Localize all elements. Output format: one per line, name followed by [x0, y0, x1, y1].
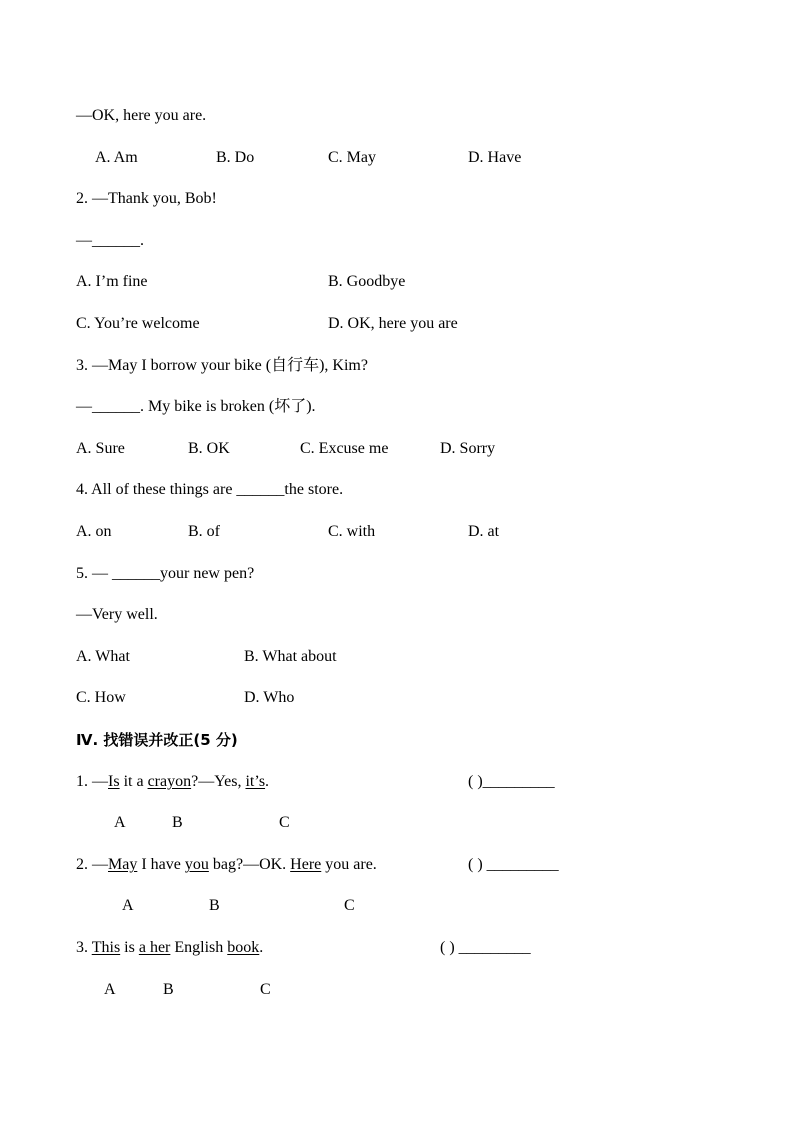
error-item-3-mid1: is — [120, 939, 139, 956]
q4-option-d: D. at — [468, 523, 500, 540]
error-item-1-mid1: it a — [119, 773, 148, 790]
error-item-1-mid2: ?—Yes, — [191, 773, 246, 790]
error-item-2 — [76, 855, 377, 875]
q1-option-c: C. May — [328, 149, 376, 166]
q2-option-a: A. I’m fine — [76, 273, 148, 290]
q3-option-d: D. Sorry — [440, 440, 496, 457]
error-item-3-mid2: English — [170, 939, 228, 956]
q1-answer-line: —OK, here you are. — [76, 107, 207, 124]
error-item-3-part-c: book — [227, 939, 260, 956]
q5-option-d: D. Who — [244, 689, 295, 706]
error-item-1-part-c: it’s — [245, 773, 266, 790]
error-item-1-suffix: . — [265, 773, 270, 790]
q2-question: 2. —Thank you, Bob! — [76, 190, 217, 207]
error-item-3 — [76, 938, 263, 958]
error-item-3-prefix: 3. — [76, 939, 92, 956]
q3-option-c: C. Excuse me — [300, 440, 389, 457]
error-item-1-part-b: crayon — [147, 773, 192, 790]
q1-option-d: D. Have — [468, 149, 522, 166]
q4-option-c: C. with — [328, 523, 376, 540]
error-item-2-answer-blank[interactable]: ( ) _________ — [468, 856, 559, 873]
error-item-1 — [76, 772, 269, 792]
error-item-3-part-a: This — [91, 939, 121, 956]
error-item-2-label-c: C — [344, 897, 355, 914]
q5-option-b: B. What about — [244, 648, 337, 665]
q3-option-a: A. Sure — [76, 440, 125, 457]
error-item-2-part-a: May — [108, 856, 138, 873]
error-item-3-label-a: A — [104, 981, 116, 998]
q5-question: 5. — ______your new pen? — [76, 565, 255, 582]
error-item-2-part-c: Here — [290, 856, 322, 873]
q1-option-a: A. Am — [95, 149, 138, 166]
q2-option-c: C. You’re welcome — [76, 315, 200, 332]
q2-blank-line: —______. — [76, 232, 144, 249]
section-4-title: Ⅳ. 找错误并改正(5 分) — [76, 731, 238, 749]
error-item-2-label-b: B — [209, 897, 220, 914]
error-item-2-label-a: A — [122, 897, 134, 914]
q3-blank-line: —______. My bike is broken (坏了). — [76, 398, 316, 415]
error-item-3-suffix: . — [259, 939, 264, 956]
q5-option-a: A. What — [76, 648, 130, 665]
q5-answer-line: —Very well. — [76, 606, 158, 623]
error-item-2-prefix: 2. — — [76, 856, 108, 873]
error-item-2-mid1: I have — [137, 856, 185, 873]
q2-option-d: D. OK, here you are — [328, 315, 458, 332]
q3-question: 3. —May I borrow your bike (自行车), Kim? — [76, 357, 368, 374]
error-item-3-label-c: C — [260, 981, 271, 998]
q4-option-a: A. on — [76, 523, 112, 540]
error-item-1-prefix: 1. — — [76, 773, 108, 790]
error-item-1-label-b: B — [172, 814, 183, 831]
q2-option-b: B. Goodbye — [328, 273, 406, 290]
error-item-2-mid2: bag?—OK. — [208, 856, 291, 873]
error-item-3-label-b: B — [163, 981, 174, 998]
error-item-3-part-b: a her — [138, 939, 171, 956]
error-item-1-label-a: A — [114, 814, 126, 831]
error-item-1-answer-blank[interactable]: ( )_________ — [468, 773, 555, 790]
error-item-1-label-c: C — [279, 814, 290, 831]
error-item-3-answer-blank[interactable]: ( ) _________ — [440, 939, 531, 956]
q4-option-b: B. of — [188, 523, 220, 540]
q1-option-b: B. Do — [216, 149, 255, 166]
q4-question: 4. All of these things are ______the store. — [76, 481, 344, 498]
error-item-2-part-b: you — [184, 856, 209, 873]
q5-option-c: C. How — [76, 689, 126, 706]
error-item-1-part-a: Is — [108, 773, 120, 790]
error-item-2-suffix: you are. — [321, 856, 377, 873]
q3-option-b: B. OK — [188, 440, 230, 457]
